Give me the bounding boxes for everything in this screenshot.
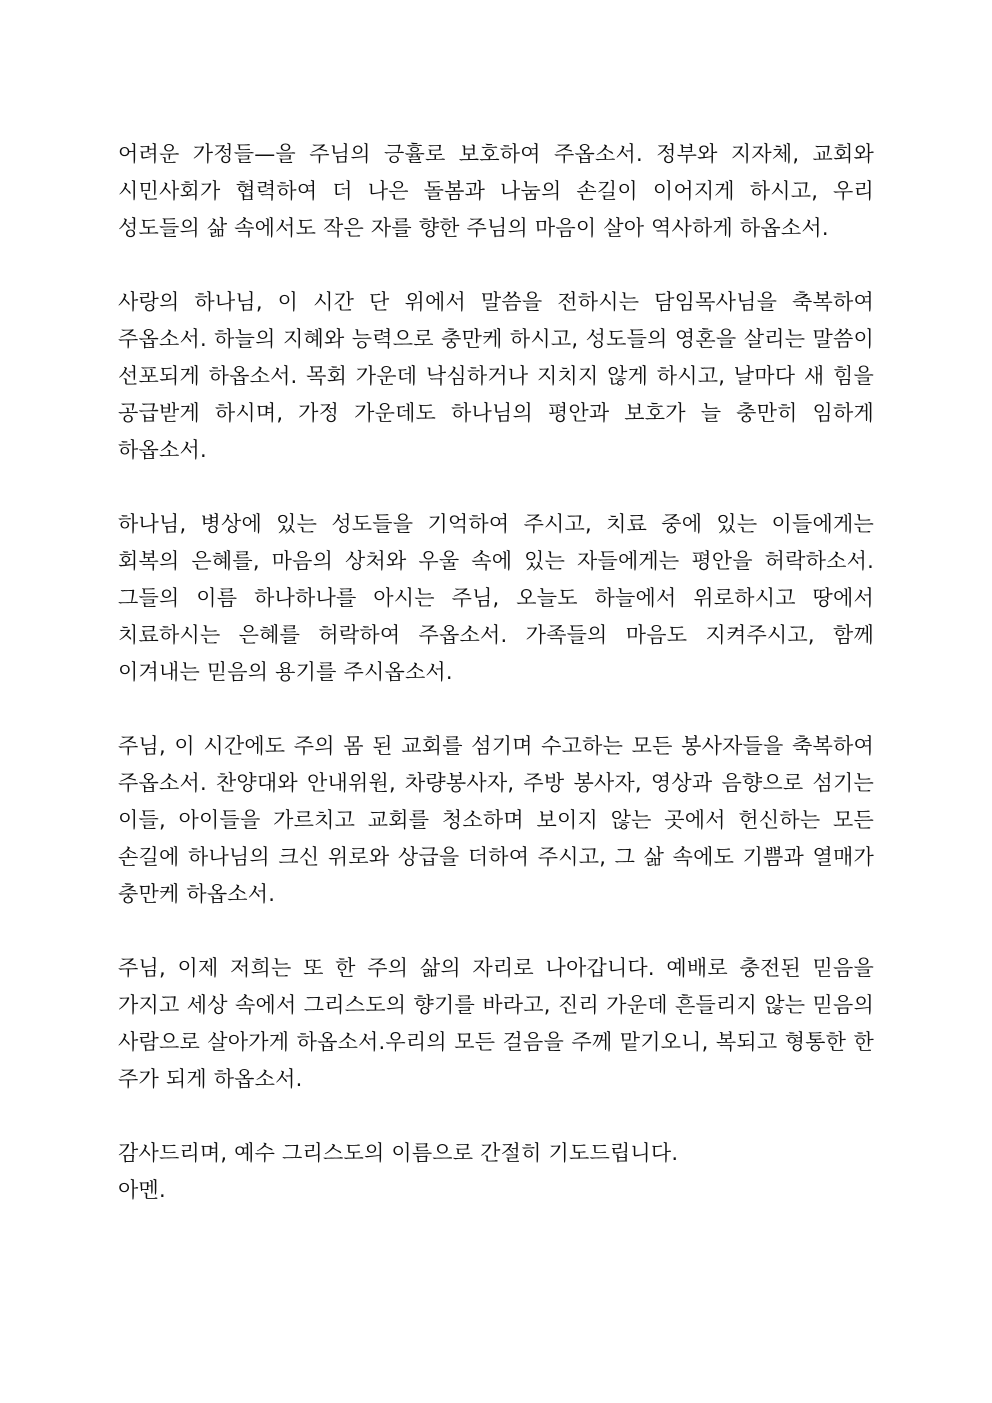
paragraph-3: 하나님, 병상에 있는 성도들을 기억하여 주시고, 치료 중에 있는 이들에게는 회복의 은혜를, 마음의 상처와 우울 속에 있는 자들에게는 평안을 허락하소서. 그들의 이름 하나하나를 아시는 주님, 오늘도 하늘에서 위로하시고 땅에서 치료하시는 은혜를 허락하여 주옵소서. 가족들의 마음도 지켜주시고, 함께 이겨내는 믿음의 용기를 주시옵소서. <box>118 512 874 684</box>
paragraph-4: 주님, 이 시간에도 주의 몸 된 교회를 섬기며 수고하는 모든 봉사자들을 축복하여 주옵소서. 찬양대와 안내위원, 차량봉사자, 주방 봉사자, 영상과 음향으로 섬기는 이들, 아이들을 가르치고 교회를 청소하며 보이지 않는 곳에서 헌신하는 모든 손길에 하나님의 크신 위로와 상급을 더하여 주시고, 그 삶 속에도 기쁨과 열매가 충만케 하옵소서. <box>118 734 874 906</box>
paragraph-5: 주님, 이제 저희는 또 한 주의 삶의 자리로 나아갑니다. 예배로 충전된 믿음을 가지고 세상 속에서 그리스도의 향기를 바라고, 진리 가운데 흔들리지 않는 믿음의 사람으로 살아가게 하옵소서.우리의 모든 걸음을 주께 맡기오니, 복되고 형통한 한 주가 되게 하옵소서. <box>118 956 874 1091</box>
closing-line: 감사드리며, 예수 그리스도의 이름으로 간절히 기도드립니다. <box>118 1141 679 1165</box>
document-page <box>118 136 874 1209</box>
paragraph-1: 어려운 가정들—을 주님의 긍휼로 보호하여 주옵소서. 정부와 지자체, 교회와 시민사회가 협력하여 더 나은 돌봄과 나눔의 손길이 이어지게 하시고, 우리 성도들의 삶 속에서도 작은 자를 향한 주님의 마음이 살아 역사하게 하옵소서. <box>118 142 874 240</box>
amen-line: 아멘. <box>118 1178 166 1202</box>
paragraph-2: 사랑의 하나님, 이 시간 단 위에서 말씀을 전하시는 담임목사님을 축복하여 주옵소서. 하늘의 지혜와 능력으로 충만케 하시고, 성도들의 영혼을 살리는 말씀이 선포되게 하옵소서. 목회 가운데 낙심하거나 지치지 않게 하시고, 날마다 새 힘을 공급받게 하시며, 가정 가운데도 하나님의 평안과 보호가 늘 충만히 임하게 하옵소서. <box>118 290 874 462</box>
